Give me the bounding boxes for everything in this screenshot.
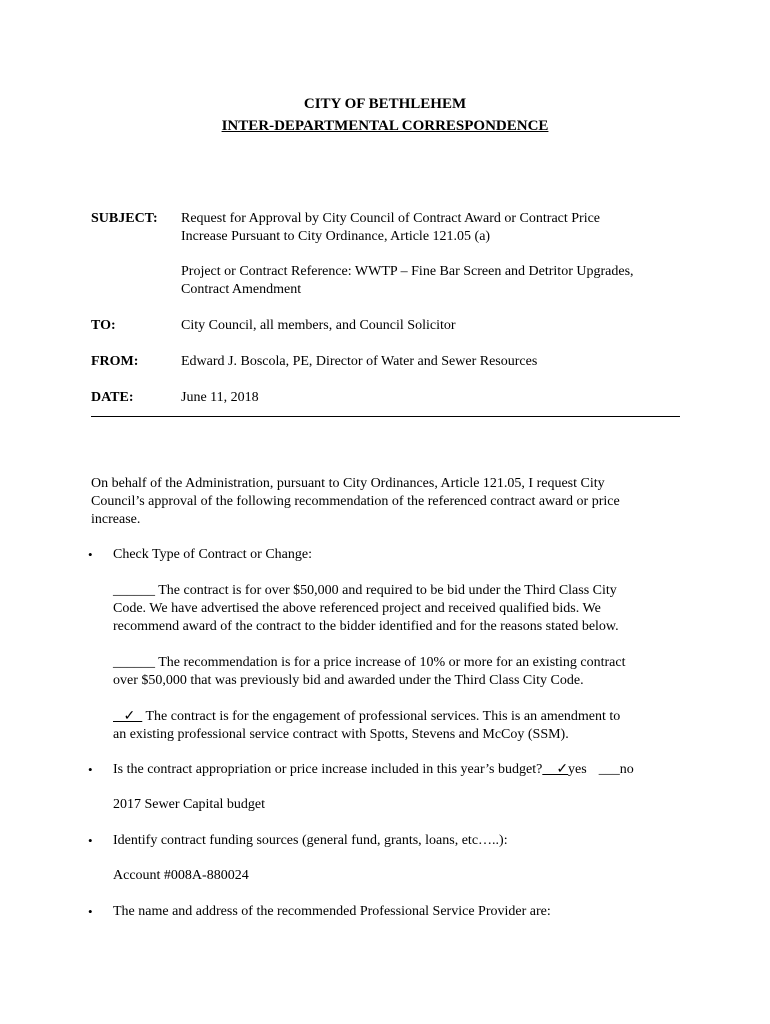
from-value: Edward J. Boscola, PE, Director of Water and Sewer Resources bbox=[181, 354, 538, 369]
intro-line-1: On behalf of the Administration, pursuant to City Ordinances, Article 121.05, I request City bbox=[91, 476, 605, 491]
to-label: TO: bbox=[91, 318, 116, 333]
option-bid-line-3: recommend award of the contract to the bidder identified and for the reasons stated below. bbox=[113, 619, 619, 634]
city-title: CITY OF BETHLEHEM bbox=[303, 96, 467, 112]
to-value: City Council, all members, and Council Solicitor bbox=[181, 318, 456, 333]
date-label: DATE: bbox=[91, 390, 134, 405]
budget-yes-label: yes bbox=[568, 762, 587, 777]
dept-title: INTER-DEPARTMENTAL CORRESPONDENCE bbox=[221, 118, 549, 134]
option-professional-line-2: an existing professional service contract with Spotts, Stevens and McCoy (SSM). bbox=[113, 727, 569, 742]
bullet-icon: • bbox=[88, 904, 93, 919]
intro-line-2: Council’s approval of the following recommendation of the referenced contract award or price bbox=[91, 494, 620, 509]
date-value: June 11, 2018 bbox=[181, 390, 259, 405]
option-increase-line-1 bbox=[113, 654, 626, 672]
subject-line-1: Request for Approval by City Council of Contract Award or Contract Price bbox=[181, 211, 601, 226]
option-bid-text: The contract is for over $50,000 and required to be bid under the Third Class City bbox=[155, 583, 617, 598]
bullet-icon: • bbox=[88, 833, 93, 848]
reference-line-2: Contract Amendment bbox=[181, 282, 302, 297]
option-bid-blank: ______ bbox=[113, 583, 155, 598]
budget-no-label: no bbox=[619, 762, 634, 777]
header-divider bbox=[91, 416, 680, 417]
budget-question-row bbox=[113, 761, 634, 779]
checkmark-icon: ✓ bbox=[113, 709, 143, 724]
dept-title-wrap bbox=[0, 117, 770, 135]
budget-question: Is the contract appropriation or price increase included in this year’s budget? bbox=[113, 762, 543, 777]
option-bid-line-1 bbox=[113, 582, 617, 600]
option-professional-text: The contract is for the engagement of professional services. This is an amendment to bbox=[142, 709, 621, 724]
budget-yes-checkmark-icon: ✓ bbox=[542, 762, 569, 777]
subject-line-2: Increase Pursuant to City Ordinance, Article 121.05 (a) bbox=[181, 229, 491, 244]
option-increase-line-2: over $50,000 that was previously bid and awarded under the Third Class City Code. bbox=[113, 673, 584, 688]
bullet-icon: • bbox=[88, 547, 93, 562]
provider-question: The name and address of the recommended Professional Service Provider are: bbox=[113, 904, 551, 919]
option-professional-line-1 bbox=[113, 708, 620, 726]
option-bid-line-2: Code. We have advertised the above referenced project and received qualified bids. We bbox=[113, 601, 601, 616]
bullet-icon: • bbox=[88, 762, 93, 777]
funding-question: Identify contract funding sources (general fund, grants, loans, etc…..): bbox=[113, 833, 508, 848]
subject-label: SUBJECT: bbox=[91, 211, 158, 226]
reference-line-1: Project or Contract Reference: WWTP – Fine Bar Screen and Detritor Upgrades, bbox=[181, 264, 634, 279]
check-type-heading: Check Type of Contract or Change: bbox=[113, 547, 312, 562]
option-increase-text: The recommendation is for a price increase of 10% or more for an existing contract bbox=[155, 655, 626, 670]
option-increase-blank: ______ bbox=[113, 655, 155, 670]
intro-line-3: increase. bbox=[91, 512, 141, 527]
budget-no-blank: ___ bbox=[598, 762, 620, 777]
from-label: FROM: bbox=[91, 354, 139, 369]
budget-note: 2017 Sewer Capital budget bbox=[113, 797, 266, 812]
account-number: Account #008A-880024 bbox=[113, 868, 249, 883]
